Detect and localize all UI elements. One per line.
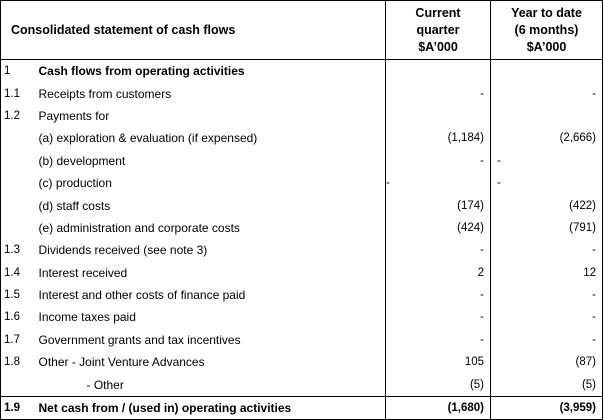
year-to-date-value: - <box>491 150 603 172</box>
table-row <box>1 239 603 261</box>
row-number: 1.4 <box>1 262 39 284</box>
row-label: (c) production <box>38 176 112 191</box>
row-number <box>1 217 39 239</box>
row-label: (b) development <box>38 153 126 168</box>
row-label: Government grants and tax incentives <box>38 332 241 347</box>
current-quarter-value: - <box>386 284 491 306</box>
row-label: (d) staff costs <box>38 198 111 213</box>
row-number: 1.3 <box>1 239 39 261</box>
row-number: 1.5 <box>1 284 39 306</box>
year-to-date-value: - <box>491 82 603 104</box>
column-header-line: (6 months) <box>514 22 579 37</box>
table-row <box>1 373 603 396</box>
table-row <box>1 351 603 373</box>
current-quarter-value: (1,680) <box>386 396 491 419</box>
current-quarter-value: - <box>386 306 491 328</box>
row-label: Receipts from customers <box>38 86 172 101</box>
column-header-line: $A’000 <box>526 39 567 54</box>
current-quarter-value <box>386 60 491 83</box>
column-header-line: Year to date <box>511 5 582 20</box>
row-number: 1.7 <box>1 329 39 351</box>
table-row <box>1 329 603 351</box>
row-label: Net cash from / (used in) operating activities <box>39 396 386 419</box>
row-number: 1 <box>1 60 39 83</box>
current-quarter-value: 2 <box>386 262 491 284</box>
row-number <box>1 150 39 172</box>
year-to-date-value: - <box>491 172 603 194</box>
year-to-date-value: - <box>491 329 603 351</box>
row-number: 1.6 <box>1 306 39 328</box>
current-quarter-value: - <box>386 82 491 104</box>
table-row <box>1 262 603 284</box>
year-to-date-value: (791) <box>491 217 603 239</box>
year-to-date-value: (87) <box>491 351 603 373</box>
row-label: (e) administration and corporate costs <box>38 220 240 235</box>
table-row <box>1 306 603 328</box>
current-quarter-value <box>386 105 491 127</box>
table-row <box>1 127 603 149</box>
table-row <box>1 60 603 83</box>
row-label: Dividends received (see note 3) <box>38 243 208 258</box>
row-label: - Other <box>86 377 124 392</box>
table-row <box>1 105 603 127</box>
current-quarter-value: (1,184) <box>386 127 491 149</box>
row-number <box>1 172 39 194</box>
table-row <box>1 172 603 194</box>
row-number: 1.8 <box>1 351 39 373</box>
column-header-line: $A’000 <box>418 39 458 54</box>
row-label: (a) exploration & evaluation (if expensed) <box>38 131 258 146</box>
row-label: Interest received <box>38 265 128 280</box>
table-row <box>1 284 603 306</box>
table-row <box>1 217 603 239</box>
year-to-date-value: (3,959) <box>491 396 603 419</box>
current-quarter-value: (174) <box>386 194 491 216</box>
column-header-line: Current <box>415 5 461 20</box>
table-row <box>1 150 603 172</box>
current-quarter-value: - <box>386 172 491 194</box>
current-quarter-value: - <box>386 150 491 172</box>
row-label: Interest and other costs of finance paid <box>38 288 246 303</box>
current-quarter-value: 105 <box>386 351 491 373</box>
row-label: Income taxes paid <box>38 310 136 325</box>
current-quarter-value: (424) <box>386 217 491 239</box>
current-quarter-value: (5) <box>386 373 491 396</box>
row-label: Payments for <box>38 108 110 123</box>
column-header-line: quarter <box>416 22 460 37</box>
table-row <box>1 82 603 104</box>
statement-title: Consolidated statement of cash flows <box>1 1 386 60</box>
total-row <box>1 396 603 419</box>
column-header-current-quarter <box>386 1 491 60</box>
current-quarter-value: - <box>386 329 491 351</box>
row-number <box>1 127 39 149</box>
row-number <box>1 194 39 216</box>
row-number <box>1 373 39 396</box>
row-label: Cash flows from operating activities <box>38 64 245 79</box>
year-to-date-value: (2,666) <box>491 127 603 149</box>
table-row <box>1 194 603 216</box>
year-to-date-value: 12 <box>491 262 603 284</box>
row-label: Other - Joint Venture Advances <box>38 355 205 370</box>
table-header-row <box>1 1 603 60</box>
year-to-date-value <box>491 105 603 127</box>
row-number: 1.9 <box>1 396 39 419</box>
year-to-date-value: (5) <box>491 373 603 396</box>
current-quarter-value: - <box>386 239 491 261</box>
year-to-date-value <box>491 60 603 83</box>
row-number: 1.2 <box>1 105 39 127</box>
year-to-date-value: - <box>491 306 603 328</box>
column-header-year-to-date <box>491 1 603 60</box>
year-to-date-value: (422) <box>491 194 603 216</box>
year-to-date-value: - <box>491 284 603 306</box>
year-to-date-value: - <box>491 239 603 261</box>
row-number: 1.1 <box>1 82 39 104</box>
